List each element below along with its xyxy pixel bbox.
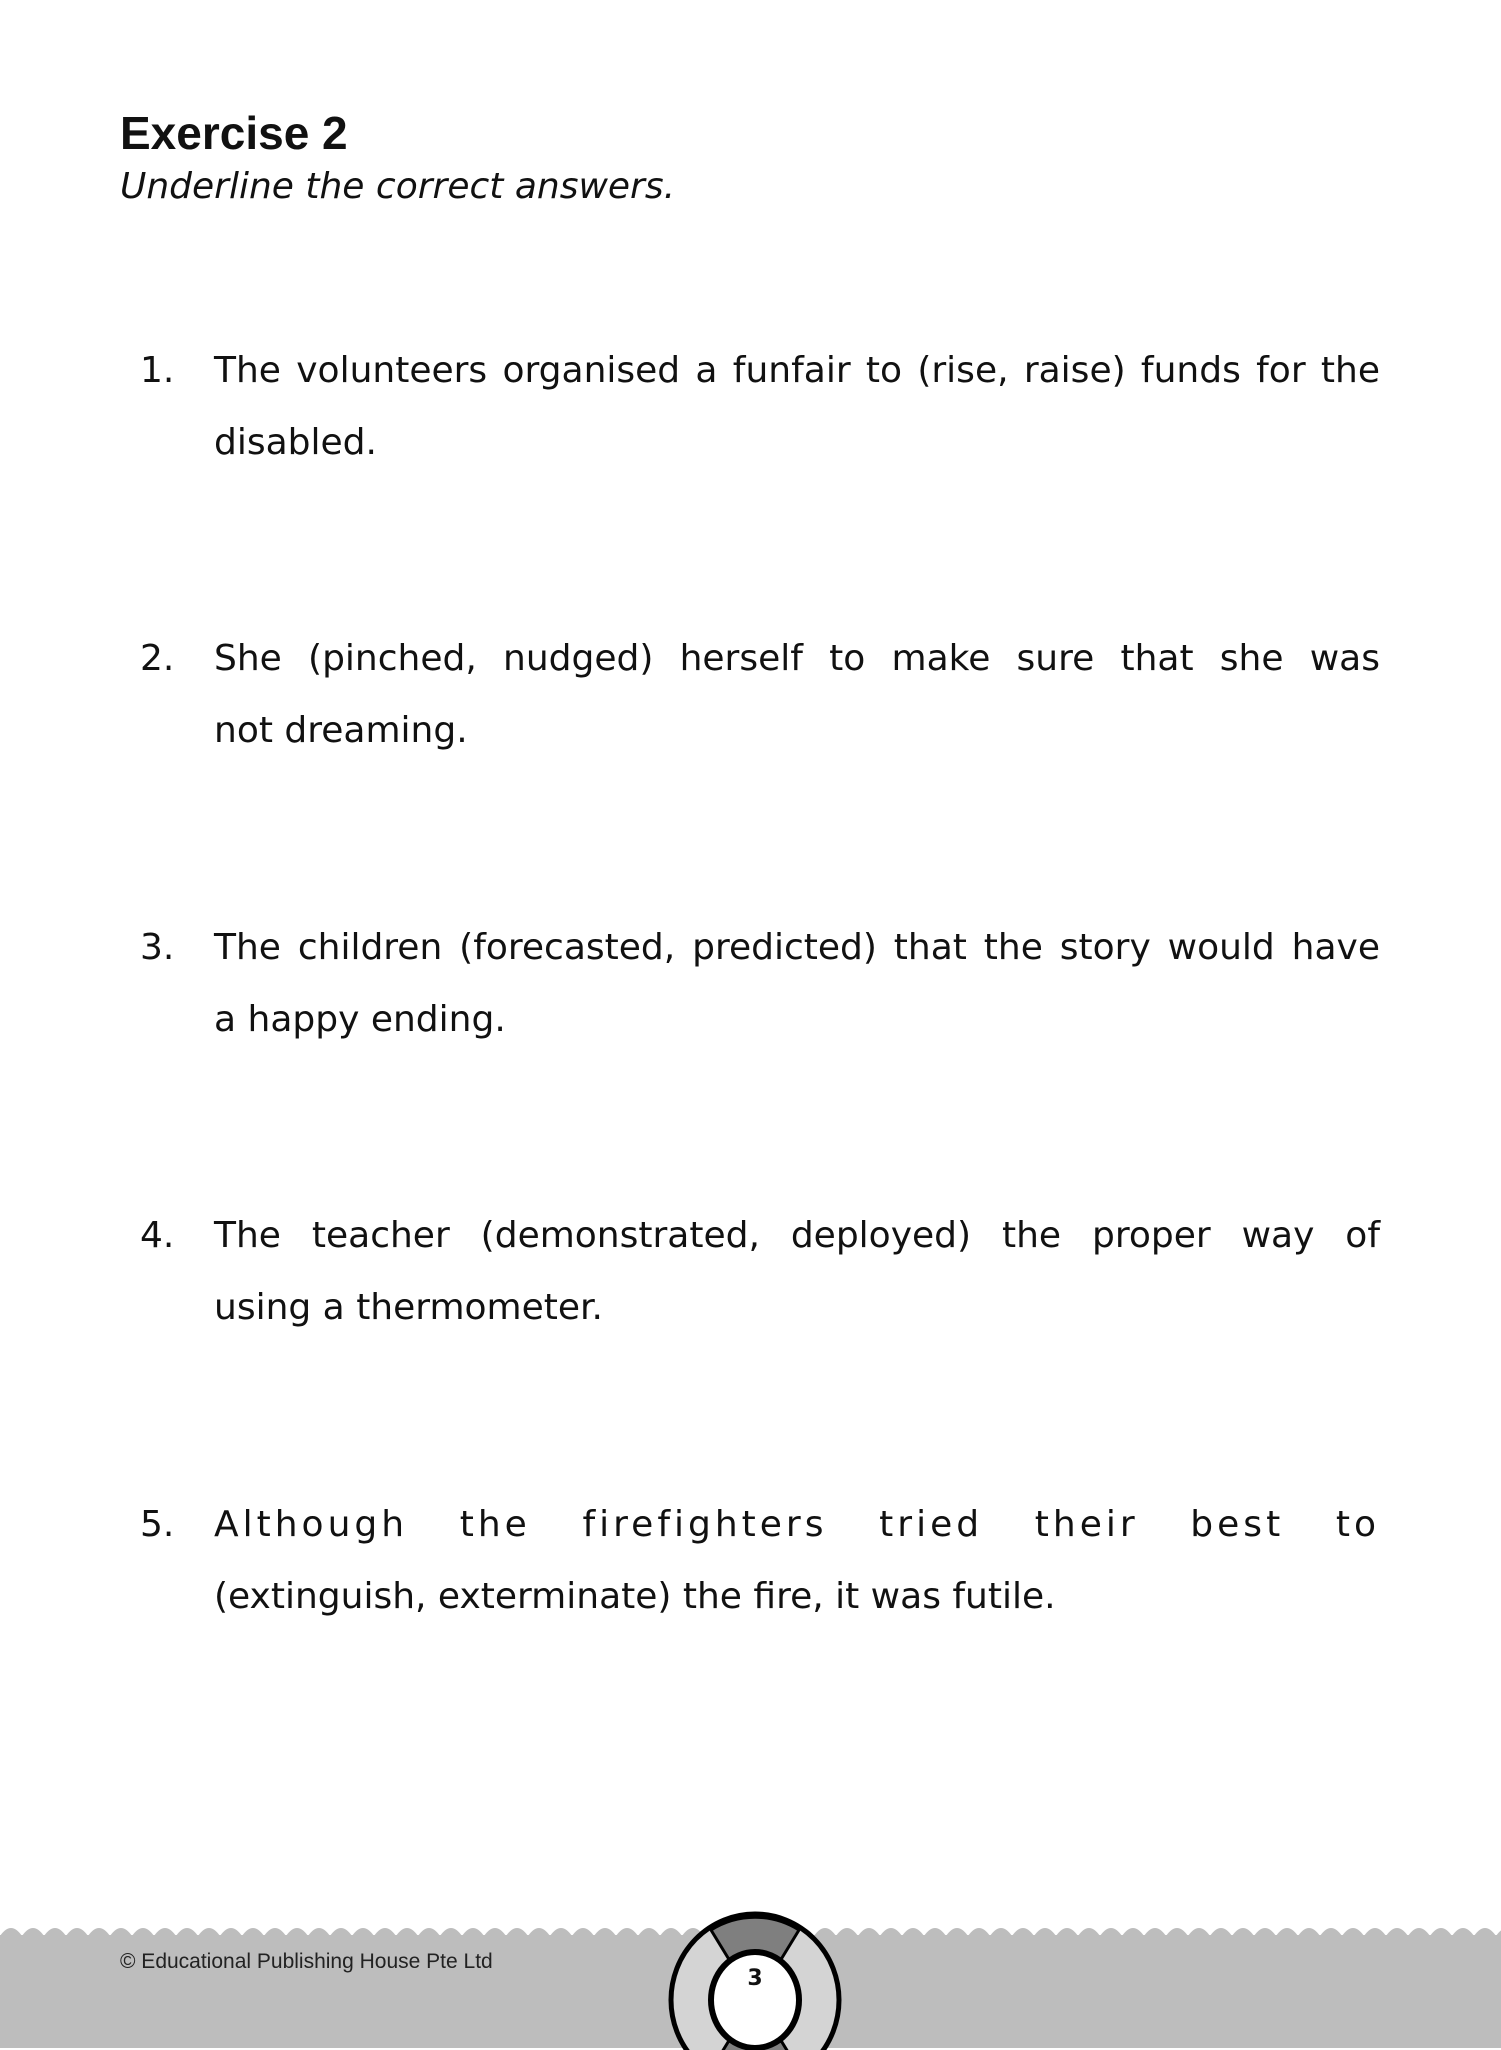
- question-text: not dreaming.: [214, 710, 468, 751]
- copyright: © Educational Publishing House Pte Ltd: [120, 1950, 493, 1973]
- exercise-instruction: Underline the correct answers.: [120, 166, 676, 207]
- question-text: a happy ending.: [214, 999, 506, 1040]
- question-text: The teacher (demonstrated, deployed) the proper way of: [214, 1215, 1380, 1256]
- question-text: The volunteers organised a funfair to (rise, raise) funds for the: [214, 350, 1380, 391]
- page-number: 3: [747, 1966, 763, 1991]
- question-number: 3.: [140, 927, 175, 968]
- exercise-title: Exercise 2: [120, 107, 348, 159]
- question-text: using a thermometer.: [214, 1287, 603, 1328]
- question-text: (extinguish, exterminate) the fire, it was futile.: [214, 1576, 1056, 1617]
- question-text: She (pinched, nudged) herself to make sure that she was: [214, 638, 1380, 679]
- question-number: 1.: [140, 350, 175, 391]
- question-text: Although the firefighters tried their best to: [214, 1504, 1380, 1545]
- question-text: The children (forecasted, predicted) that the story would have: [214, 927, 1380, 968]
- question-number: 4.: [140, 1215, 175, 1256]
- question-number: 5.: [140, 1504, 175, 1545]
- question-text: disabled.: [214, 422, 377, 463]
- question-number: 2.: [140, 638, 175, 679]
